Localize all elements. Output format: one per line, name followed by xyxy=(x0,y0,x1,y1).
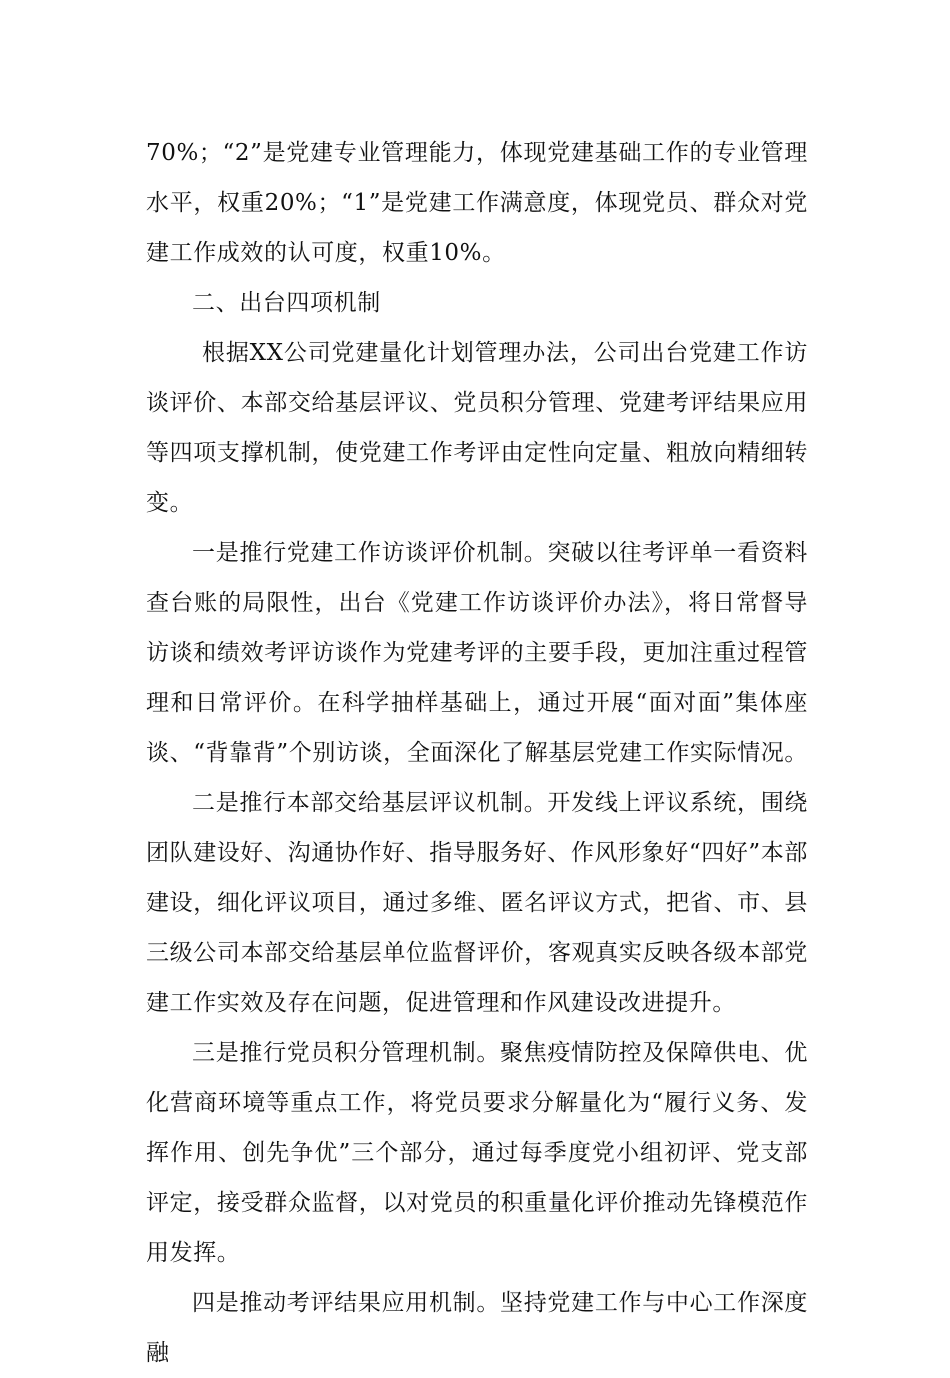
document-body xyxy=(146,128,808,1378)
paragraph-interview-evaluation: 一是推行党建工作访谈评价机制。突破以往考评单一看资料查台账的局限性，出台《党建工作访谈评价办法》，将日常督导访谈和绩效考评访谈作为党建考评的主要手段，更加注重过程管理和日常评价。在科学抽样基础上，通过开展“面对面”集体座谈、“背靠背”个别访谈，全面深化了解基层党建工作实际情况。 xyxy=(146,540,808,766)
paragraph-grassroots-review: 二是推行本部交给基层评议机制。开发线上评议系统，围绕团队建设好、沟通协作好、指导服务好、作风形象好“四好”本部建设，细化评议项目，通过多维、匿名评议方式，把省、市、县三级公司本部交给基层单位监督评价，客观真实反映各级本部党建工作实效及存在问题，促进管理和作风建设改进提升。 xyxy=(146,790,808,1016)
section-heading-four-mechanisms: 二、出台四项机制 xyxy=(192,290,381,316)
paragraph-result-application: 四是推动考评结果应用机制。坚持党建工作与中心工作深度融 xyxy=(146,1290,808,1366)
paragraph-weights-continued: 70%；“2”是党建专业管理能力，体现党建基础工作的专业管理水平，权重20%；“1”是党建工作满意度，体现党员、群众对党建工作成效的认可度，权重10%。 xyxy=(146,140,808,266)
paragraph-mechanisms-intro: 根据XX公司党建量化计划管理办法，公司出台党建工作访谈评价、本部交给基层评议、党员积分管理、党建考评结果应用等四项支撑机制，使党建工作考评由定性向定量、粗放向精细转变。 xyxy=(146,340,808,516)
paragraph-member-points: 三是推行党员积分管理机制。聚焦疫情防控及保障供电、优化营商环境等重点工作，将党员要求分解量化为“履行义务、发挥作用、创先争优”三个部分，通过每季度党小组初评、党支部评定，接受群众监督，以对党员的积重量化评价推动先锋模范作用发挥。 xyxy=(146,1040,808,1266)
